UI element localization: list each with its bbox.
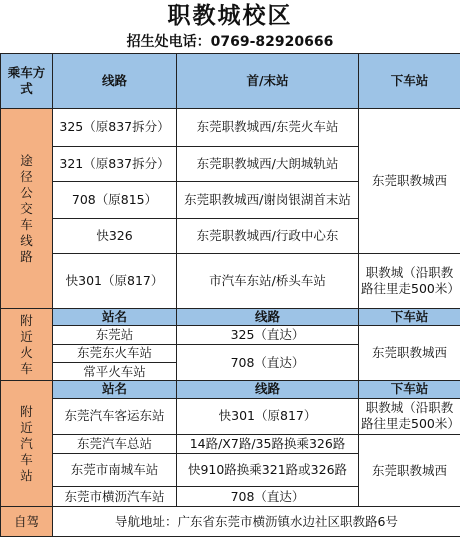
train-alight-station: 东莞职教城西	[359, 326, 460, 381]
train-route: 708（直达）	[177, 344, 359, 381]
bus-route: 321（原837拆分）	[53, 146, 177, 182]
bus-route: 快301（原817）	[53, 254, 177, 309]
train-route: 325（直达）	[177, 326, 359, 344]
train-head-route: 线路	[177, 309, 359, 326]
train-head-alight: 下车站	[359, 309, 460, 326]
coach-alight-station: 东莞职教城西	[359, 435, 460, 507]
bus-route: 快326	[53, 218, 177, 254]
coach-station: 东莞市南城车站	[53, 453, 177, 487]
bus-stops: 东莞职教城西/谢岗银湖首末站	[177, 182, 359, 219]
coach-head-station: 站名	[53, 381, 177, 398]
transport-table	[0, 53, 460, 537]
coach-station: 东莞汽车客运东站	[53, 398, 177, 435]
coach-station: 东莞市横沥汽车站	[53, 487, 177, 507]
bus-alight-station: 东莞职教城西	[359, 108, 460, 253]
page-title: 职教城校区	[167, 3, 293, 29]
coach-route: 708（直达）	[177, 487, 359, 507]
bus-route: 325（原837拆分）	[53, 108, 177, 146]
navigation-address: 导航地址：广东省东莞市横沥镇水边社区职教路6号	[53, 507, 460, 537]
header-stops: 首/末站	[177, 54, 359, 109]
coach-station: 东莞汽车总站	[53, 435, 177, 453]
category-coach: 附近汽车站	[1, 381, 53, 507]
train-station: 东莞东火车站	[53, 344, 177, 362]
bus-stops: 市汽车东站/桥头车站	[177, 254, 359, 309]
coach-route: 快910路换乘321路或326路	[177, 453, 359, 487]
header-mode: 乘车方式	[1, 54, 53, 109]
bus-stops: 东莞职教城西/大朗城轨站	[177, 146, 359, 182]
bus-stops: 东莞职教城西/行政中心东	[177, 218, 359, 254]
coach-route: 快301（原817）	[177, 398, 359, 435]
train-head-station: 站名	[53, 309, 177, 326]
header-route: 线路	[53, 54, 177, 109]
bus-stops: 东莞职教城西/东莞火车站	[177, 108, 359, 146]
train-station: 常平火车站	[53, 363, 177, 381]
coach-alight-alt: 职教城（沿职教路往里走500米）	[359, 398, 460, 435]
header-alight: 下车站	[359, 54, 460, 109]
coach-head-route: 线路	[177, 381, 359, 398]
coach-head-alight: 下车站	[359, 381, 460, 398]
bus-alight-alt: 职教城（沿职教路往里走500米）	[359, 254, 460, 309]
coach-route: 14路/X7路/35路换乘326路	[177, 435, 359, 453]
category-train: 附近火车	[1, 309, 53, 381]
category-selfdrive: 自驾	[1, 507, 53, 537]
category-bus: 途径公交车线路	[1, 108, 53, 308]
train-station: 东莞站	[53, 326, 177, 344]
bus-route: 708（原815）	[53, 182, 177, 219]
admissions-phone: 招生处电话：0769-82920666	[126, 34, 334, 50]
